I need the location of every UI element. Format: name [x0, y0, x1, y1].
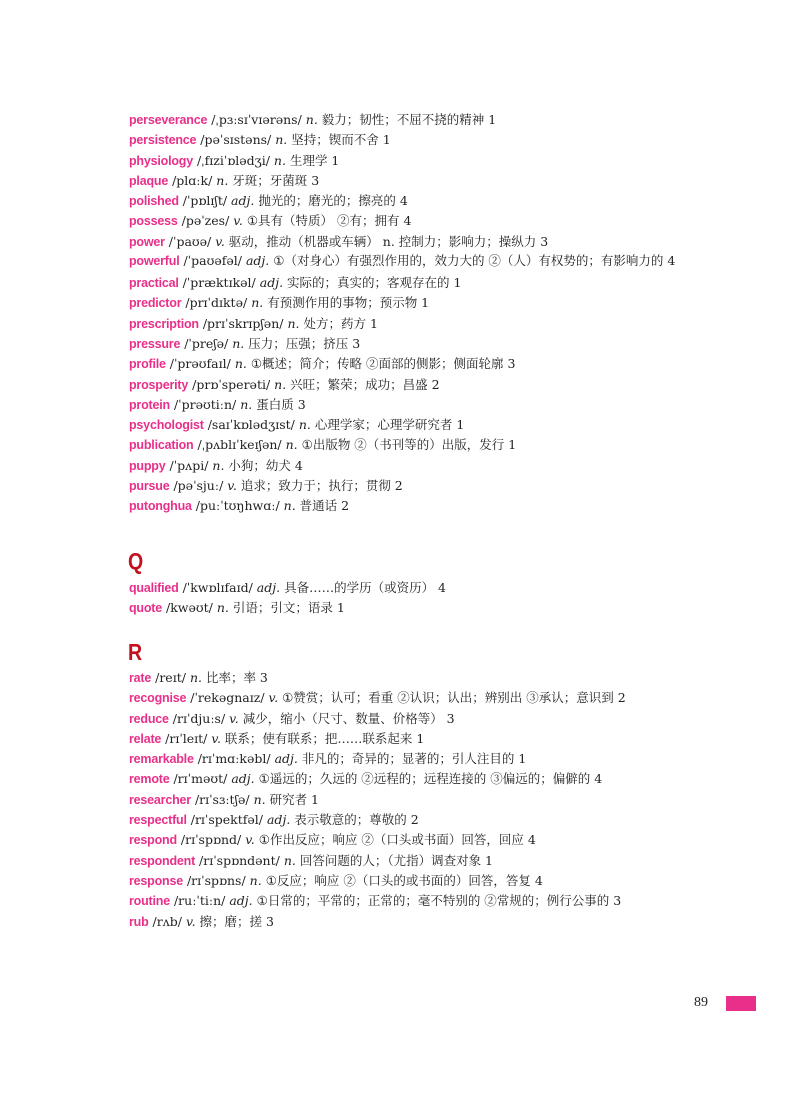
definition: 有预测作用的事物；预示物 1 — [267, 295, 430, 311]
entry-qualified — [129, 578, 689, 598]
headword: powerful — [129, 254, 180, 269]
part-of-speech: n. — [298, 417, 311, 433]
definition: 压力；压强；挤压 3 — [248, 335, 361, 351]
pronunciation: /puːˈtʊŋhwɑː/ — [195, 498, 280, 514]
headword: respond — [129, 833, 177, 848]
part-of-speech: n. — [285, 437, 298, 453]
definition: ①概述；简介；传略 ②面部的侧影；侧面轮廓 3 — [250, 356, 516, 372]
entry-routine — [129, 891, 689, 911]
part-of-speech: n. — [275, 132, 288, 148]
pronunciation: /ˈpaʊə/ — [168, 233, 212, 249]
definition: 抛光的；磨光的；擦亮的 4 — [258, 193, 408, 209]
part-of-speech: v. — [211, 730, 221, 746]
part-of-speech: v. — [268, 690, 279, 706]
part-of-speech: v. — [233, 213, 243, 229]
pronunciation: /ˈpɒlɪʃt/ — [182, 193, 228, 209]
definition: 回答问题的人；（尤指）调查对象 1 — [299, 852, 494, 868]
definition: 擦；磨；搓 3 — [199, 913, 274, 929]
pronunciation: /saɪˈkɒlədʒɪst/ — [207, 417, 295, 433]
part-of-speech: adj. — [231, 193, 255, 209]
headword: puppy — [129, 458, 166, 473]
pronunciation: /rɪˈspɒndənt/ — [199, 852, 280, 868]
pronunciation: /pəˈsjuː/ — [173, 478, 224, 494]
entry-polished — [129, 191, 689, 211]
definition: 处方；药方 1 — [303, 315, 378, 331]
pronunciation: /ˈpreʃə/ — [184, 335, 229, 351]
headword: protein — [129, 397, 170, 412]
part-of-speech: adj. — [231, 771, 255, 787]
headword: respectful — [129, 813, 187, 828]
entry-respond — [129, 830, 689, 850]
headword: remarkable — [129, 752, 194, 767]
entry-quote — [129, 598, 689, 618]
part-of-speech: n. — [251, 295, 264, 311]
definition: 毅力；韧性；不屈不挠的精神 1 — [321, 112, 497, 127]
pronunciation: /ruːˈtiːn/ — [173, 893, 226, 909]
part-of-speech: n. — [273, 152, 286, 168]
headword: possess — [129, 214, 178, 229]
part-of-speech: v. — [229, 710, 239, 726]
part-of-speech: v. — [185, 913, 196, 929]
part-of-speech: n. — [212, 457, 225, 473]
headword: polished — [129, 194, 179, 209]
pronunciation: /ˌpʌblɪˈkeɪʃən/ — [197, 437, 282, 453]
headword: putonghua — [129, 499, 192, 514]
headword: researcher — [129, 792, 191, 807]
pronunciation: /ˈprəʊfaɪl/ — [169, 356, 231, 372]
headword: power — [129, 234, 165, 249]
definition: 小狗；幼犬 4 — [228, 457, 303, 473]
part-of-speech: adj. — [274, 751, 298, 767]
headword: publication — [129, 438, 194, 453]
entry-publication — [129, 435, 689, 455]
entry-psychologist — [129, 415, 689, 435]
entry-respondent — [129, 851, 689, 871]
part-of-speech: n. — [216, 600, 229, 616]
entry-protein — [129, 395, 689, 415]
pronunciation: /ˌpɜːsɪˈvɪərəns/ — [211, 112, 302, 127]
headword: physiology — [129, 153, 193, 168]
headword: reduce — [129, 711, 169, 726]
definition: ①（对身心）有强烈作用的，效力大的 ②（人）有权势的；有影响力的 4 — [273, 253, 676, 269]
part-of-speech: n. — [305, 112, 318, 127]
definition: ①反应；响应 ②（口头的或书面的）回答，答复 4 — [265, 872, 543, 888]
part-of-speech: n. — [274, 376, 287, 392]
definition: 研究者 1 — [269, 791, 320, 807]
part-of-speech: adj. — [266, 812, 291, 828]
entry-profile — [129, 354, 689, 374]
definition: 牙斑；牙菌斑 3 — [232, 172, 320, 188]
part-of-speech: n. — [249, 872, 262, 888]
section-letter-q: Q — [128, 548, 144, 574]
headword: prosperity — [129, 377, 189, 392]
entry-pursue — [129, 476, 689, 496]
pronunciation: /rɪˈsɜːtʃə/ — [194, 791, 250, 807]
pronunciation: /prɒˈsperəti/ — [192, 376, 271, 392]
headword: plaque — [129, 173, 169, 188]
headword: relate — [129, 731, 162, 746]
section-q-entries — [129, 578, 689, 619]
headword: remote — [129, 772, 170, 787]
entry-putonghua — [129, 496, 689, 516]
entry-rub — [129, 912, 689, 932]
pronunciation: /rɪˈdjuːs/ — [172, 710, 226, 726]
part-of-speech: n. — [232, 335, 245, 351]
entry-pressure — [129, 334, 689, 354]
headword: psychologist — [129, 418, 204, 433]
definition: ①作出反应；响应 ②（口头或书面）回答，回应 4 — [258, 832, 536, 848]
section-r-entries — [129, 668, 689, 932]
pronunciation: /ˌfɪziˈɒlədʒi/ — [196, 152, 270, 168]
section-p-entries — [129, 110, 689, 517]
entry-predictor — [129, 293, 689, 313]
pronunciation: /rɪˈmɑːkəbl/ — [197, 751, 271, 767]
definition: 具备……的学历（或资历） 4 — [284, 580, 447, 595]
pronunciation: /rɪˈspektfəl/ — [190, 812, 263, 828]
pronunciation: /rʌb/ — [152, 913, 182, 929]
headword: respondent — [129, 853, 196, 868]
headword: profile — [129, 357, 166, 372]
pronunciation: /ˈrekəgnaɪz/ — [190, 690, 265, 706]
definition: ①赞赏；认可；看重 ②认识；认出；辨别出 ③承认；意识到 2 — [282, 690, 626, 706]
part-of-speech: adj. — [259, 275, 284, 291]
definition: ①日常的；平常的；正常的；毫不特别的 ②常规的；例行公事的 3 — [256, 893, 622, 909]
part-of-speech: n. — [283, 498, 296, 514]
entry-perseverance — [129, 110, 689, 130]
part-of-speech: v. — [215, 233, 225, 249]
headword: persistence — [129, 133, 197, 148]
pronunciation: /ˈpaʊəfəl/ — [183, 253, 242, 269]
headword: rub — [129, 914, 149, 929]
headword: qualified — [129, 581, 179, 595]
definition: ①具有（特质） ②有；拥有 4 — [246, 213, 412, 229]
part-of-speech: v. — [245, 832, 255, 848]
entry-persistence — [129, 130, 689, 150]
entry-power — [129, 232, 689, 252]
entry-rate — [129, 668, 689, 688]
pronunciation: /rɪˈspɒns/ — [186, 872, 246, 888]
headword: pressure — [129, 336, 181, 351]
pronunciation: /pəˈsɪstəns/ — [200, 132, 272, 148]
entry-recognise — [129, 688, 689, 708]
definition: 引语；引文；语录 1 — [232, 600, 345, 616]
entry-physiology — [129, 151, 689, 171]
part-of-speech: n. — [189, 670, 202, 685]
pronunciation: /reɪt/ — [155, 670, 186, 685]
definition: 追求；致力于；执行；贯彻 2 — [240, 478, 403, 494]
entry-response — [129, 871, 689, 891]
pronunciation: /prɪˈdɪktə/ — [185, 295, 248, 311]
part-of-speech: n. — [283, 852, 296, 868]
definition: 蛋白质 3 — [256, 396, 306, 412]
definition: 实际的；真实的；客观存在的 1 — [287, 275, 462, 291]
pronunciation: /rɪˈməʊt/ — [173, 771, 228, 787]
pronunciation: /ˈpʌpi/ — [169, 457, 209, 473]
part-of-speech: n. — [240, 396, 253, 412]
headword: rate — [129, 671, 152, 685]
headword: response — [129, 873, 183, 888]
part-of-speech: n. — [234, 356, 247, 372]
entry-powerful — [129, 252, 689, 270]
pronunciation: /ˈkwɒlɪfaɪd/ — [182, 580, 253, 595]
headword: routine — [129, 894, 170, 909]
entry-plaque — [129, 171, 689, 191]
definition: 联系；使有联系；把……联系起来 1 — [224, 730, 425, 746]
part-of-speech: n. — [253, 791, 266, 807]
pronunciation: /rɪˈspɒnd/ — [180, 832, 242, 848]
headword: perseverance — [129, 113, 208, 127]
entry-relate — [129, 729, 689, 749]
definition: ①遥远的；久远的 ②远程的；远程连接的 ③偏远的；偏僻的 4 — [258, 771, 603, 787]
pronunciation: /pəˈzes/ — [181, 213, 230, 229]
entry-respectful — [129, 810, 689, 830]
pronunciation: /kwəʊt/ — [166, 600, 213, 616]
pronunciation: /rɪˈleɪt/ — [165, 730, 208, 746]
definition: 驱动，推动（机器或车辆） n. 控制力；影响力；操纵力 3 — [228, 233, 549, 249]
part-of-speech: n. — [216, 172, 229, 188]
pronunciation: /ˈpræktɪkəl/ — [182, 275, 256, 291]
part-of-speech: adj. — [245, 253, 270, 269]
definition: 减少，缩小（尺寸、数量、价格等） 3 — [242, 710, 455, 726]
definition: 表示敬意的；尊敬的 2 — [294, 812, 419, 828]
entry-practical — [129, 273, 689, 293]
definition: 坚持；锲而不舍 1 — [291, 132, 391, 148]
section-letter-r: R — [128, 639, 143, 665]
entry-prescription — [129, 314, 689, 334]
part-of-speech: adj. — [256, 580, 281, 595]
entry-possess — [129, 211, 689, 231]
entry-prosperity — [129, 375, 689, 395]
part-of-speech: n. — [287, 315, 300, 331]
part-of-speech: v. — [227, 478, 237, 494]
definition: 比率；率 3 — [205, 670, 268, 685]
headword: quote — [129, 601, 163, 616]
entry-reduce — [129, 709, 689, 729]
page-tab-marker — [726, 996, 756, 1011]
pronunciation: /prɪˈskrɪpʃən/ — [202, 315, 284, 331]
pronunciation: /plɑːk/ — [172, 172, 213, 188]
part-of-speech: adj. — [229, 893, 253, 909]
definition: ①出版物 ②（书刊等的）出版，发行 1 — [301, 437, 517, 453]
definition: 非凡的；奇异的；显著的；引人注目的 1 — [301, 751, 527, 767]
entry-remote — [129, 769, 689, 789]
headword: prescription — [129, 316, 199, 331]
definition: 普通话 2 — [299, 498, 350, 514]
headword: predictor — [129, 296, 182, 311]
entry-remarkable — [129, 749, 689, 769]
page-number: 89 — [694, 995, 708, 1010]
pronunciation: /ˈprəʊtiːn/ — [173, 396, 237, 412]
definition: 生理学 1 — [289, 152, 340, 168]
headword: pursue — [129, 479, 170, 494]
headword: practical — [129, 276, 179, 291]
headword: recognise — [129, 691, 187, 706]
entry-puppy — [129, 456, 689, 476]
definition: 兴旺；繁荣；成功；昌盛 2 — [290, 376, 440, 392]
entry-researcher — [129, 790, 689, 810]
definition: 心理学家；心理学研究者 1 — [314, 417, 465, 433]
